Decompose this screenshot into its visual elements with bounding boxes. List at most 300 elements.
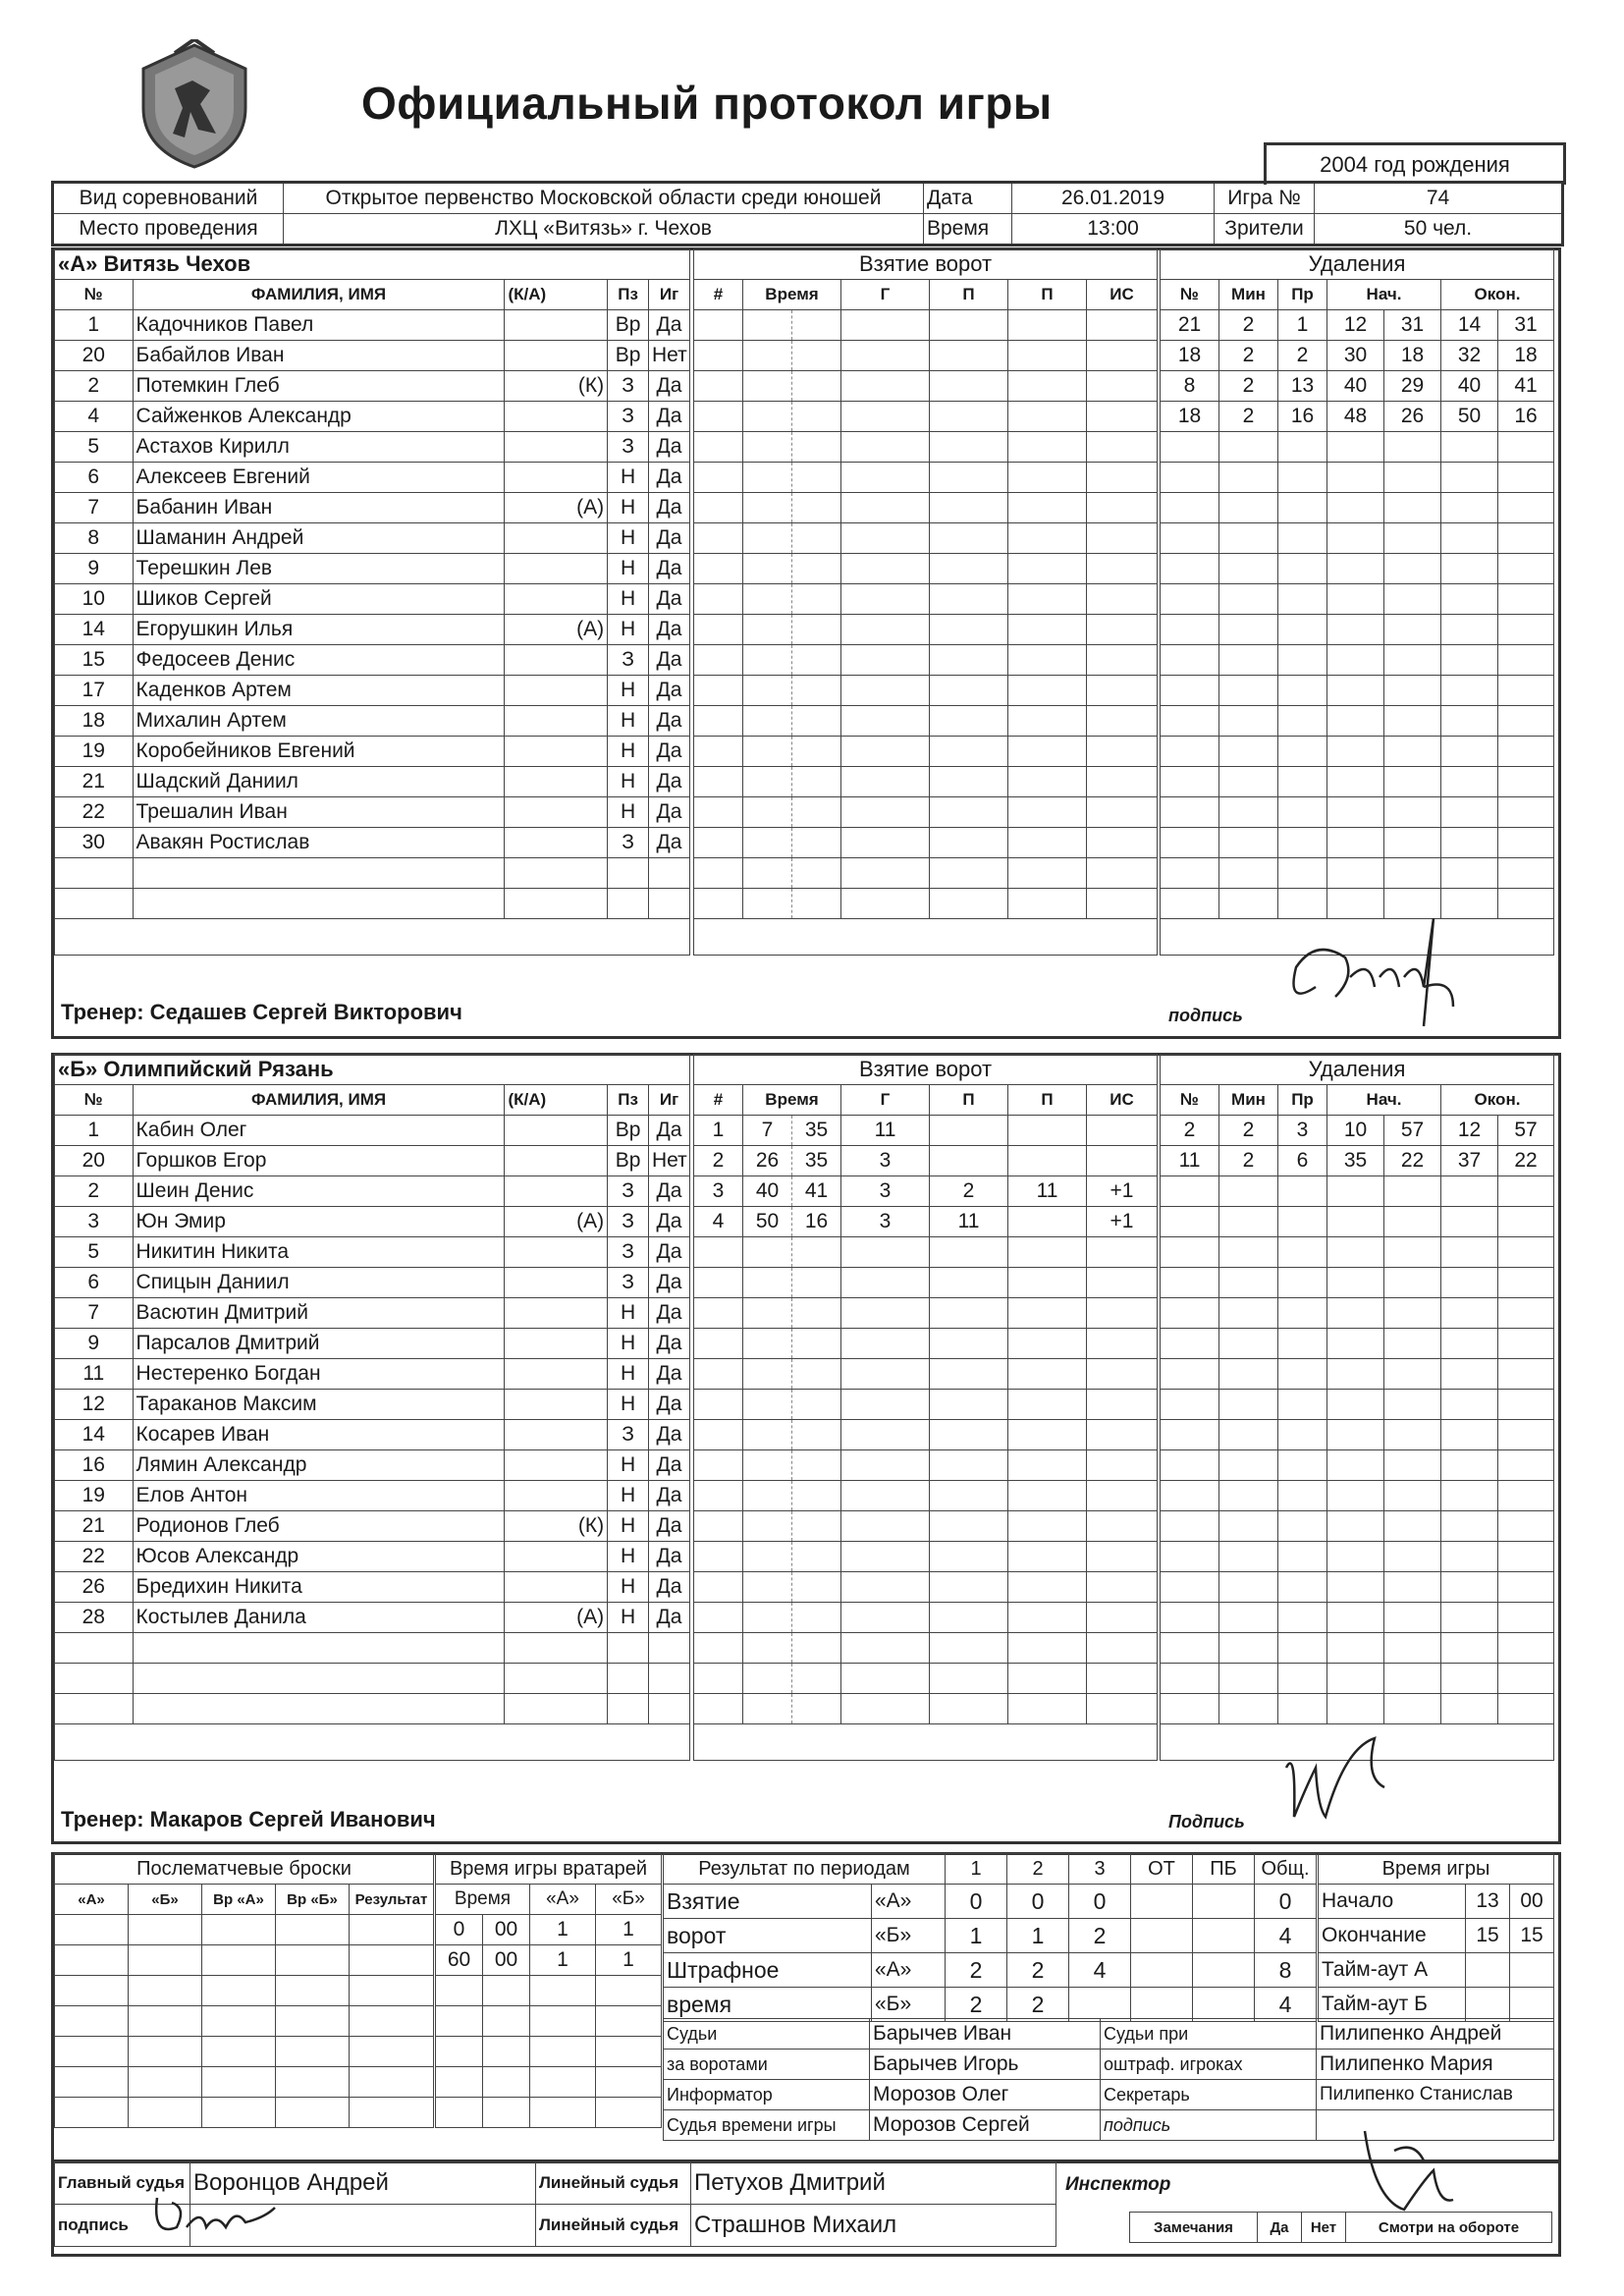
player-role: (К) [505,371,608,402]
empty-cell [1278,676,1327,706]
empty-cell [841,402,930,432]
empty-cell [1498,1268,1554,1298]
penalty-min: 2 [1219,371,1278,402]
player-row [55,493,690,523]
goal-n: 4 [694,1207,743,1237]
goal-g: 3 [841,1207,930,1237]
empty-cell [743,797,792,828]
penalty-row [1161,1329,1554,1359]
secretary-label: Секретарь [1101,2080,1317,2110]
remarks-label: Замечания [1130,2213,1258,2243]
empty-cell [694,1298,743,1329]
empty-cell [505,1694,608,1724]
goal-row [694,1237,1158,1268]
player-position: Н [608,1450,649,1481]
empty-cell [743,1237,792,1268]
empty-cell [1161,767,1219,797]
empty-cell [743,310,792,341]
empty-cell [694,463,743,493]
player-name: Шеин Денис [133,1176,505,1207]
player-name: Михалин Артем [133,706,505,737]
penalty-pr: 16 [1278,402,1327,432]
empty-cell [1441,1542,1498,1572]
referee: Воронцов Андрей [190,2162,536,2205]
player-number: 21 [55,1511,134,1542]
player-row [55,1116,690,1146]
player-number: 1 [55,310,134,341]
player-played: Да [649,797,690,828]
penalty-pr: 3 [1278,1116,1327,1146]
referee-signature [147,2188,285,2247]
empty-cell [743,584,792,615]
empty-cell [1441,1390,1498,1420]
team-a-roster [54,248,690,956]
empty-cell [1384,1420,1441,1450]
goal-row [694,1146,1158,1176]
gk-col-a: «А» [530,1885,596,1915]
empty-cell [930,1268,1008,1298]
goal-row [694,1116,1158,1146]
empty-cell [596,2037,662,2067]
empty-cell [1498,523,1554,554]
empty-cell [1161,1511,1219,1542]
empty-cell [930,1390,1008,1420]
empty-cell [1498,1420,1554,1450]
period-value: 1 [1007,1919,1069,1953]
empty-cell [1161,676,1219,706]
empty-cell [792,1572,841,1603]
player-position: З [608,645,649,676]
empty-cell [841,1664,930,1694]
player-row [55,554,690,584]
empty-cell [1219,889,1278,919]
player-played: Да [649,767,690,797]
empty-cell [530,2098,596,2128]
empty-cell [1087,706,1158,737]
goal-g: 3 [841,1176,930,1207]
empty-cell [743,889,792,919]
linesman-label-2: Линейный судья [536,2205,691,2247]
player-role [505,645,608,676]
player-row [55,1237,690,1268]
empty-cell [841,1390,930,1420]
empty-cell [1327,1207,1384,1237]
player-played: Да [649,1116,690,1146]
goal-row [694,858,1158,889]
empty-cell [1278,706,1327,737]
player-row [55,645,690,676]
period-value: 0 [946,1885,1007,1919]
player-role [505,1420,608,1450]
empty-cell [1327,645,1384,676]
empty-cell [1384,1450,1441,1481]
player-position: Н [608,615,649,645]
empty-cell [743,1359,792,1390]
empty-cell [743,1298,792,1329]
player-name: Юсов Александр [133,1542,505,1572]
empty-cell [841,615,930,645]
player-role [505,737,608,767]
goal-row [694,554,1158,584]
shootout-col-header: «А» [55,1885,129,1915]
player-role [505,1481,608,1511]
empty-cell [1087,858,1158,889]
penalty-judges-label-2: оштраф. игроках [1101,2050,1317,2080]
col-p1-header: П [930,280,1008,310]
empty-cell [930,706,1008,737]
empty-cell [743,828,792,858]
end-hour: 15 [1466,1919,1510,1953]
empty-cell [1327,1481,1384,1511]
player-position: Н [608,1390,649,1420]
player-role [505,432,608,463]
coach-row-cell [694,1724,1158,1761]
col-time-header: Время [743,1085,841,1116]
empty-cell [1008,1603,1087,1633]
empty-cell [276,2037,350,2067]
empty-cell [1161,584,1219,615]
empty-cell [436,2067,483,2098]
empty-cell [694,1542,743,1572]
goal-row [694,1572,1158,1603]
empty-cell [350,2098,434,2128]
player-position: Н [608,1359,649,1390]
col-ka-header: (К/А) [505,1085,608,1116]
empty-cell [1278,615,1327,645]
player-played: Да [649,1511,690,1542]
empty-cell [1327,554,1384,584]
empty-cell [1008,1420,1087,1450]
empty-cell [1441,1207,1498,1237]
player-played: Да [649,737,690,767]
penalty-row [1161,1450,1554,1481]
goal-is: +1 [1087,1176,1158,1207]
player-role [505,1237,608,1268]
team-b-penalties [1160,1054,1554,1761]
goalie-time-title: Время игры вратарей [436,1854,662,1885]
player-row [55,1329,690,1359]
goal-row [694,371,1158,402]
empty-cell [1278,797,1327,828]
empty-cell [1441,645,1498,676]
empty-cell [1441,797,1498,828]
empty-cell [1008,1450,1087,1481]
player-row [55,584,690,615]
empty-cell [649,1633,690,1664]
empty-cell [1510,1953,1554,1988]
empty-cell [1384,706,1441,737]
empty-cell [1008,1237,1087,1268]
empty-cell [276,1945,350,1976]
period-team-tag: «А» [872,1953,946,1988]
period-value: 0 [1255,1885,1317,1919]
empty-cell [1384,676,1441,706]
penalty-row [1161,1237,1554,1268]
empty-cell [1008,1664,1087,1694]
player-name: Бабанин Иван [133,493,505,523]
empty-cell [792,676,841,706]
birth-year-box [1264,142,1566,185]
player-number: 6 [55,1268,134,1298]
empty-cell [1219,1298,1278,1329]
empty-cell [792,341,841,371]
player-name: Сайженков Александр [133,402,505,432]
empty-cell [1441,676,1498,706]
player-role: (К) [505,1511,608,1542]
empty-cell [841,371,930,402]
empty-cell [1008,767,1087,797]
empty-cell [1278,432,1327,463]
goal-row [694,1207,1158,1237]
empty-cell [608,889,649,919]
empty-cell [1087,828,1158,858]
player-played: Да [649,1207,690,1237]
penalty-row [1161,554,1554,584]
empty-cell [792,463,841,493]
empty-cell [1008,1694,1087,1724]
empty-cell [930,797,1008,828]
goal-m: 7 [743,1116,792,1146]
empty-cell [743,1572,792,1603]
empty-cell [1087,797,1158,828]
player-number: 30 [55,828,134,858]
empty-cell [694,432,743,463]
period-value: 2 [1007,1988,1069,2022]
empty-cell [1498,889,1554,919]
see-back: Смотри на обороте [1346,2213,1552,2243]
empty-cell [129,2098,202,2128]
player-number: 26 [55,1572,134,1603]
empty-cell [1161,706,1219,737]
empty-cell [483,2098,530,2128]
player-number: 19 [55,1481,134,1511]
player-number: 2 [55,1176,134,1207]
empty-cell [743,1542,792,1572]
empty-cell [792,767,841,797]
penalty-row [1161,767,1554,797]
penalty-row [1161,1542,1554,1572]
empty-cell [743,341,792,371]
player-row [55,1176,690,1207]
empty-cell [276,2098,350,2128]
player-number: 6 [55,463,134,493]
empty-cell [55,858,134,889]
shootout-table [54,1853,434,2128]
team-a-goals [693,248,1158,956]
time-value: 13:00 [1012,214,1215,246]
empty-cell [436,1976,483,2006]
player-name: Васютин Дмитрий [133,1298,505,1329]
empty-cell [1087,1694,1158,1724]
empty-cell [1498,1694,1554,1724]
player-role: (А) [505,1603,608,1633]
empty-cell [792,584,841,615]
empty-cell [1161,737,1219,767]
player-number: 22 [55,797,134,828]
empty-cell [930,1237,1008,1268]
empty-cell [1219,1176,1278,1207]
empty-cell [1219,615,1278,645]
player-position: Н [608,523,649,554]
player-played: Да [649,1603,690,1633]
penalty-e2: 57 [1498,1116,1554,1146]
goal-s: 16 [792,1207,841,1237]
player-role: (А) [505,493,608,523]
empty-cell [129,2006,202,2037]
player-name: Костылев Данила [133,1603,505,1633]
goal-row [694,767,1158,797]
empty-cell [792,645,841,676]
empty-cell [55,1945,129,1976]
empty-cell [1278,1359,1327,1390]
player-number: 9 [55,1329,134,1359]
period-col-header: 3 [1069,1854,1131,1885]
header-table [51,181,1564,246]
player-number: 8 [55,523,134,554]
player-name: Астахов Кирилл [133,432,505,463]
player-played: Да [649,645,690,676]
player-position: Вр [608,1116,649,1146]
shootout-col-header: Вр «Б» [276,1885,350,1915]
empty-cell [1441,1237,1498,1268]
empty-cell [930,1420,1008,1450]
empty-cell [55,1664,134,1694]
empty-cell [1498,1664,1554,1694]
empty-cell [596,2067,662,2098]
empty-cell [483,1976,530,2006]
empty-cell [129,1945,202,1976]
player-name: Федосеев Денис [133,645,505,676]
penalty-row [1161,432,1554,463]
empty-cell [1278,1511,1327,1542]
empty-cell [1441,1298,1498,1329]
empty-cell [841,828,930,858]
empty-cell [1087,523,1158,554]
empty-cell [930,1603,1008,1633]
empty-cell [1466,1953,1510,1988]
empty-cell [1384,1176,1441,1207]
player-played: Да [649,402,690,432]
empty-cell [1278,1298,1327,1329]
player-played: Да [649,432,690,463]
empty-cell [1384,523,1441,554]
player-played: Да [649,493,690,523]
empty-cell [55,1976,129,2006]
player-row [55,1694,690,1724]
period-value: 2 [1069,1919,1131,1953]
player-played: Да [649,371,690,402]
empty-cell [792,402,841,432]
penalty-num: 18 [1161,402,1219,432]
empty-cell [1498,797,1554,828]
empty-cell [1161,1237,1219,1268]
goal-row [694,432,1158,463]
empty-cell [1008,463,1087,493]
gk-b: 1 [596,1915,662,1945]
empty-cell [694,1359,743,1390]
empty-cell [1008,493,1087,523]
empty-cell [930,1481,1008,1511]
penalty-e2: 31 [1498,310,1554,341]
period-col-header: 2 [1007,1854,1069,1885]
player-role [505,1298,608,1329]
goal-row [694,1603,1158,1633]
player-role [505,676,608,706]
penalties-title: Удаления [1161,249,1554,280]
empty-cell [1498,554,1554,584]
empty-cell [1219,767,1278,797]
player-row [55,1481,690,1511]
empty-cell [1087,1542,1158,1572]
empty-cell [1161,615,1219,645]
informer: Морозов Олег [870,2080,1101,2110]
col-is-header: ИС [1087,280,1158,310]
goal-row [694,341,1158,371]
col-hash-header: # [694,280,743,310]
empty-cell [694,1390,743,1420]
team-name: «Б» Олимпийский Рязань [55,1055,690,1085]
empty-cell [694,737,743,767]
empty-cell [1498,1511,1554,1542]
empty-cell [1219,1633,1278,1664]
period-col-header: ОТ [1131,1854,1193,1885]
period-value [1069,1988,1131,2022]
goal-p1: 2 [930,1176,1008,1207]
empty-cell [505,1633,608,1664]
empty-cell [202,2006,276,2037]
empty-cell [649,1694,690,1724]
empty-cell [1219,1207,1278,1237]
player-played: Нет [649,1146,690,1176]
player-name: Шаманин Андрей [133,523,505,554]
goal-judges-label-2: за воротами [664,2050,870,2080]
empty-cell [743,402,792,432]
officials-sign-label: подпись [1101,2110,1317,2141]
col-p2-header: П [1008,280,1087,310]
player-role [505,767,608,797]
empty-cell [608,1664,649,1694]
empty-cell [1498,767,1554,797]
empty-cell [743,523,792,554]
empty-cell [1278,1664,1327,1694]
empty-cell [841,1633,930,1664]
player-position: Н [608,1572,649,1603]
empty-cell [841,1450,930,1481]
player-number: 14 [55,615,134,645]
empty-cell [1441,1694,1498,1724]
empty-cell [694,402,743,432]
empty-cell [1219,1664,1278,1694]
player-played: Да [649,584,690,615]
empty-cell [694,858,743,889]
player-name: Горшков Егор [133,1146,505,1176]
empty-cell [930,1542,1008,1572]
empty-cell [483,2006,530,2037]
player-role [505,523,608,554]
player-name: Парсалов Дмитрий [133,1329,505,1359]
empty-cell [930,767,1008,797]
empty-cell [743,493,792,523]
player-played: Да [649,554,690,584]
player-position: Н [608,797,649,828]
penalty-e1: 32 [1441,341,1498,371]
empty-cell [841,1542,930,1572]
player-name: Алексеев Евгений [133,463,505,493]
goal-row [694,676,1158,706]
empty-cell [202,2067,276,2098]
empty-cell [1008,1633,1087,1664]
empty-cell [1498,463,1554,493]
